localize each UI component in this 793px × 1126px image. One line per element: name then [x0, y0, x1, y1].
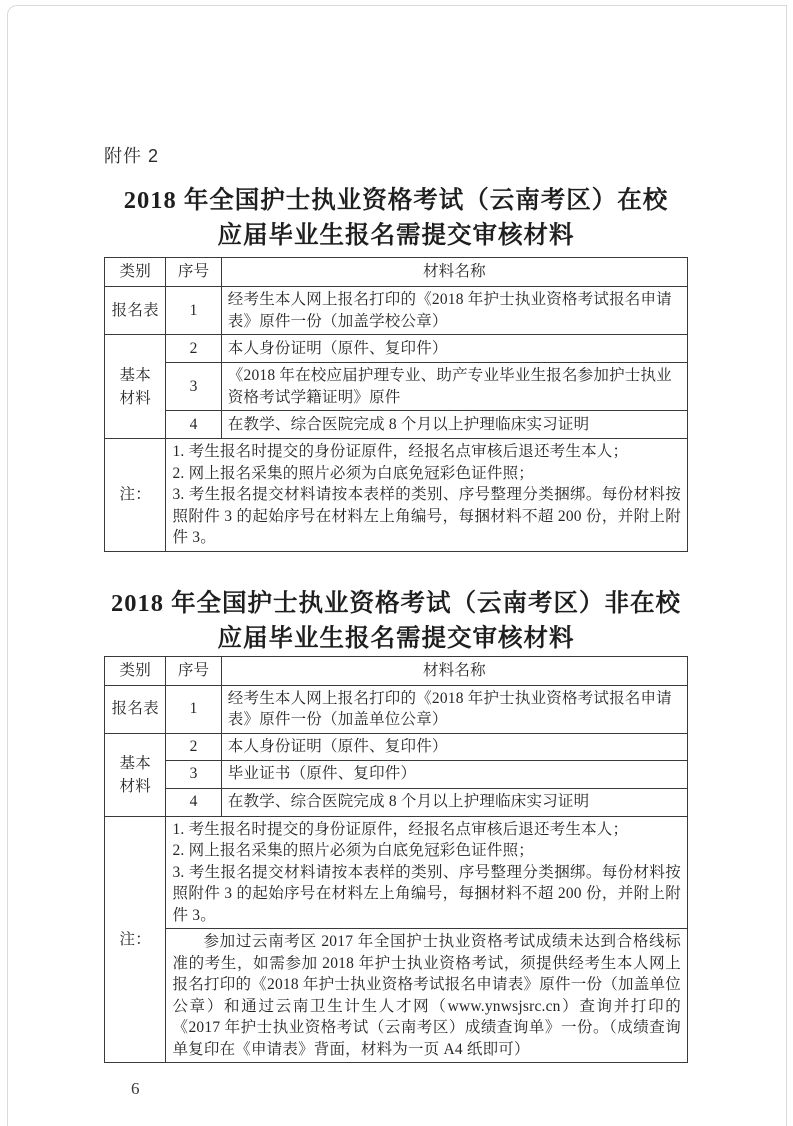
table1-note-1: 1. 考生报名时提交的身份证原件，经报名点审核后退还考生本人；	[172, 443, 629, 460]
table2-row-1-material: 经考生本人网上报名打印的《2018 年护士执业资格考试报名申请表》原件一份（加盖单位公章）	[221, 685, 687, 733]
table1-note-label: 注：	[105, 439, 166, 552]
page-number: 6	[131, 1079, 142, 1098]
table2-title	[104, 586, 688, 656]
table1-row-4-material: 在教学、综合医院完成 8 个月以上护理临床实习证明	[221, 411, 687, 439]
table2-header-category: 类别	[105, 656, 166, 685]
table2-row-2-number: 2	[166, 733, 221, 760]
table1-title-line2: 应届毕业生报名需提交审核材料	[217, 222, 575, 249]
table2-row-4	[105, 788, 688, 816]
table-in-school-materials	[104, 257, 688, 552]
table1-notes	[166, 439, 688, 552]
attachment-label: 附件 2	[104, 146, 160, 166]
table2-header-row	[105, 656, 688, 685]
table2-header-number: 序号	[166, 656, 221, 685]
table2-note-row-2	[105, 929, 688, 1063]
table2-title-line1: 2018 年全国护士执业资格考试（云南考区）非在校	[110, 589, 682, 617]
table2-title-line2: 应届毕业生报名需提交审核材料	[217, 624, 575, 652]
table1-row-2-material: 本人身份证明（原件、复印件）	[221, 335, 687, 363]
table1-row-4	[105, 411, 688, 439]
table2-row-1	[105, 685, 688, 733]
table2-header-material: 材料名称	[221, 656, 687, 685]
table1-row-2-number: 2	[166, 335, 221, 363]
table2-notes	[166, 816, 688, 929]
table2-row-1-number: 1	[166, 685, 221, 733]
table1-category-basic-materials: 基本材料	[105, 335, 166, 439]
table1-row-1-material: 经考生本人网上报名打印的《2018 年护士执业资格考试报名申请表》原件一份（加盖学校公章）	[221, 287, 687, 335]
table-non-in-school-materials	[104, 656, 688, 1064]
table2-note-1: 1. 考生报名时提交的身份证原件，经报名点审核后退还考生本人；	[172, 820, 629, 838]
table2-row-2-material: 本人身份证明（原件、复印件）	[221, 733, 687, 760]
table1-title	[104, 183, 688, 253]
table1-note-3: 3. 考生报名提交材料请按本表样的类别、序号整理分类捆绑。每份材料按照附件 3 的起始序号在材料左上角编号，每捆材料不超 200 份，并附上附件 3。	[172, 486, 681, 546]
table1-header-category: 类别	[105, 258, 166, 287]
section-spacer	[104, 552, 688, 586]
table2-category-baomingbiao: 报名表	[105, 685, 166, 733]
table2-category-basic-materials: 基本材料	[105, 733, 166, 816]
table2-note-row-1	[105, 816, 688, 929]
table1-note-row	[105, 439, 688, 552]
table1-row-1	[105, 287, 688, 335]
table1-category-baomingbiao: 报名表	[105, 287, 166, 335]
table1-row-3-number: 3	[166, 363, 221, 411]
table1-header-row	[105, 258, 688, 287]
table1-row-4-number: 4	[166, 411, 221, 439]
table2-row-4-material: 在教学、综合医院完成 8 个月以上护理临床实习证明	[221, 788, 687, 816]
table1-header-number: 序号	[166, 258, 221, 287]
table2-note-2: 2. 网上报名采集的照片必须为白底免冠彩色证件照；	[172, 842, 534, 859]
table2-note-3: 3. 考生报名提交材料请按本表样的类别、序号整理分类捆绑。每份材料按照附件 3 的起始序号在材料左上角编号，每捆材料不超 200 份，并附上附件 3。	[172, 863, 681, 924]
table1-row-2	[105, 335, 688, 363]
table1-row-3-material: 《2018 年在校应届护理专业、助产专业毕业生报名参加护士执业资格考试学籍证明》原件	[221, 363, 687, 411]
table2-row-3-number: 3	[166, 760, 221, 788]
table2-row-3	[105, 760, 688, 788]
table2-row-3-material: 毕业证书（原件、复印件）	[221, 760, 687, 788]
table2-extra-note: 参加过云南考区 2017 年全国护士执业资格考试成绩未达到合格线标准的考生，如需参加 2018 年护士执业资格考试，须提供经考生本人网上报名打印的《2018 年护士执业资格考试报名申请表》原件一份（加盖单位公章）和通过云南卫生计生人才网（www.ynwsjsrc.cn）查询并打印的《2017 年护士执业资格考试（云南考区）成绩查询单》一份。（成绩查询单复印在《申请表》背面，材料为一页 A4 纸即可）	[172, 933, 681, 1058]
table1-row-1-number: 1	[166, 287, 221, 335]
table1-row-3	[105, 363, 688, 411]
table1-note-2: 2. 网上报名采集的照片必须为白底免冠彩色证件照；	[172, 464, 534, 482]
table2-row-4-number: 4	[166, 788, 221, 816]
table1-header-material: 材料名称	[221, 258, 687, 287]
table2-row-2	[105, 733, 688, 760]
table2-note-label: 注：	[105, 816, 166, 1063]
table2-extra-note-cell	[166, 929, 688, 1063]
table1-title-line1: 2018 年全国护士执业资格考试（云南考区）在校	[123, 187, 669, 214]
